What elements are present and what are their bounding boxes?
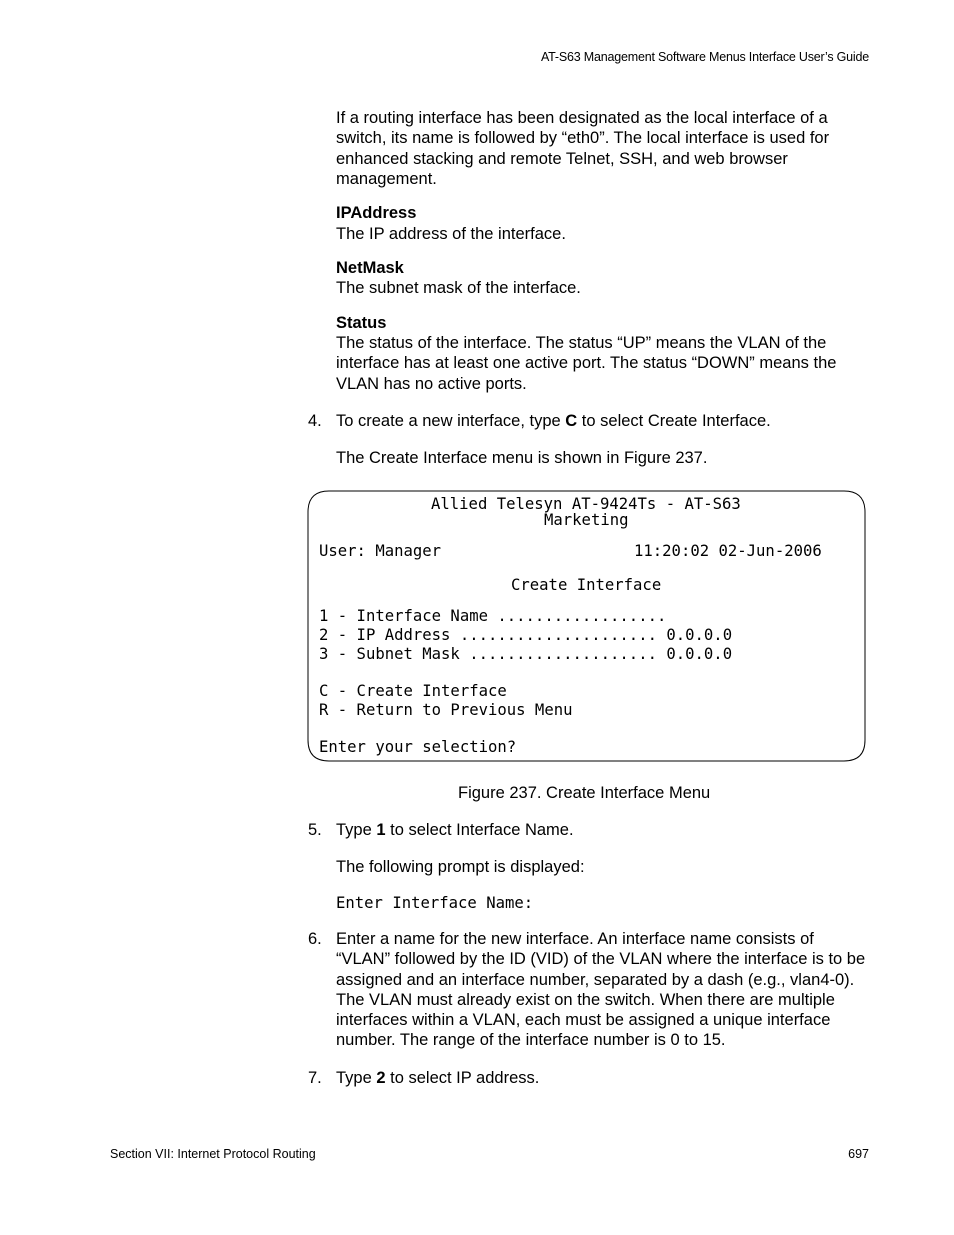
screen-location-line: Marketing [544,511,629,529]
screen-option-create: C - Create Interface [319,682,507,700]
intro-paragraph: If a routing interface has been designated as the local interface of a switch, its name is followed by “eth0”. The local interface is used for enhanced stacking and remote Telnet, SSH, and web browser management. [336,109,830,188]
screen-product-line: Allied Telesyn AT-9424Ts - AT-S63 [431,495,741,513]
step-4-number: 4. [308,412,322,430]
field-desc-ipaddress: The IP address of the interface. [336,225,566,243]
step-5-note: The following prompt is displayed: [336,858,585,876]
step-7-key: 2 [376,1069,386,1087]
screen-item-interface-name: 1 - Interface Name .................. [319,607,667,625]
figure-caption: Figure 237. Create Interface Menu [458,784,711,802]
step-7-text: Type 2 to select IP address. [336,1069,540,1087]
step-5-text: Type 1 to select Interface Name. [336,821,574,839]
field-name-netmask: NetMask [336,259,404,277]
step-4-key: C [565,412,578,430]
field-desc-netmask: The subnet mask of the interface. [336,279,581,297]
step-5-number: 5. [308,821,322,839]
screen-datetime: 11:20:02 02-Jun-2006 [634,542,822,560]
screen-user: User: Manager [319,542,442,560]
step-5-key: 1 [376,821,386,839]
field-name-status: Status [336,314,387,332]
step-5-prompt: Enter Interface Name: [336,894,534,912]
running-header: AT-S63 Management Software Menus Interface User’s Guide [540,50,869,64]
step-6-text: Enter a name for the new interface. An interface name consists of “VLAN” followed by the ID (VID) of the VLAN where the interface is to be assigned and an interface number, separated by a dash (e.g., vlan4-0). The VLAN must already exist on the switch. When there are multiple interfaces within a VLAN, each must be assigned a unique interface number. The range of the interface number is 0 to 15. [336,930,866,1050]
screen-menu-title: Create Interface [511,576,662,594]
step-4-note: The Create Interface menu is shown in Figure 237. [336,449,708,467]
screen-option-return: R - Return to Previous Menu [319,701,573,719]
field-name-ipaddress: IPAddress [336,204,417,222]
page-number: 697 [848,1147,869,1161]
step-7-number: 7. [308,1069,322,1087]
screen-item-ip-address: 2 - IP Address ..................... 0.0.0.0 [319,626,733,644]
step-4-text: To create a new interface, type C to select Create Interface. [336,412,771,430]
screen-prompt: Enter your selection? [319,738,517,756]
field-desc-status: The status of the interface. The status “UP” means the VLAN of the interface has at least one active port. The status “DOWN” means the VLAN has no active ports. [336,334,837,393]
step-6-number: 6. [308,930,322,948]
screen-item-subnet-mask: 3 - Subnet Mask .................... 0.0.0.0 [319,645,733,663]
footer-section: Section VII: Internet Protocol Routing [110,1147,316,1161]
